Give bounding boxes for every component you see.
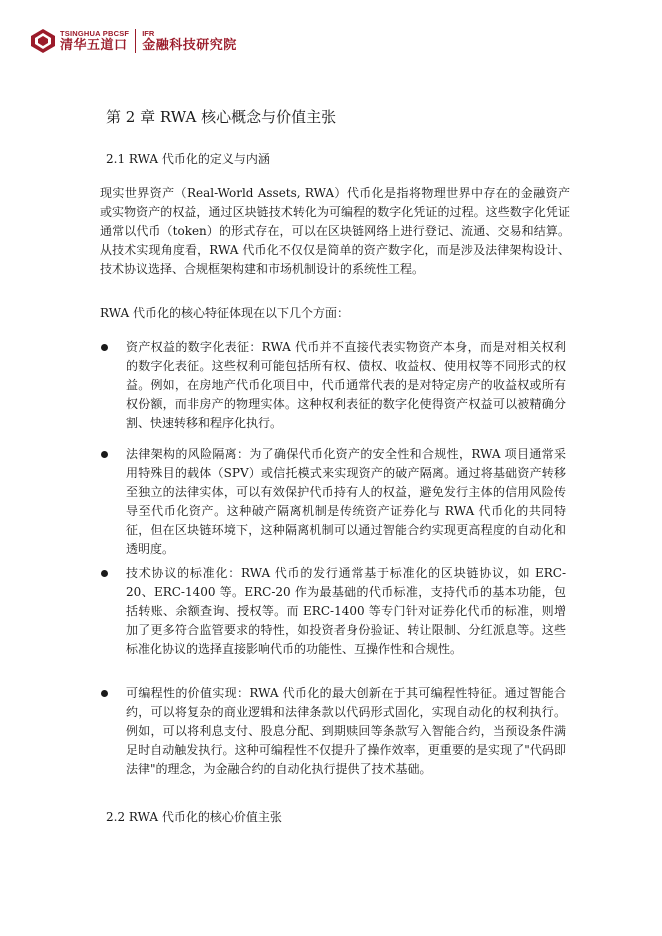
page-header <box>30 26 237 56</box>
logo-cn: 清华五道口 <box>60 37 128 53</box>
ifr-text-block <box>142 30 237 53</box>
bullet-dot <box>101 690 108 697</box>
list-item <box>100 338 570 433</box>
section-title-2-1: 2.1 RWA 代币化的定义与内涵 <box>106 152 270 166</box>
bullet-dot <box>101 570 108 577</box>
tsinghua-logo-icon <box>30 28 56 54</box>
list-item-text: 资产权益的数字化表征：RWA 代币并不直接代表实物资产本身，而是对相关权利的数字化表征。这些权利可能包括所有权、债权、收益权、使用权等不同形式的权益。例如，在房地产代币化项目中，代币通常代表的是对特定房产的收益权或所有权份额，而非房产的物理实体。这种权利表征的数字化使得资产权益可以被精确分割、快速转移和程序化执行。 <box>126 340 566 430</box>
chapter-title: 第 2 章 RWA 核心概念与价值主张 <box>106 108 337 126</box>
logo-en: TSINGHUA PBCSF <box>60 28 130 38</box>
bullet-dot <box>101 451 108 458</box>
list-item-text: 可编程性的价值实现：RWA 代币化的最大创新在于其可编程性特征。通过智能合约，可以将复杂的商业逻辑和法律条款以代码形式固化，实现自动化的权利执行。例如，可以将利息支付、股息分配、到期赎回等条款写入智能合约，当预设条件满足时自动触发执行。这种可编程性不仅提升了操作效率，更重要的是实现了"代码即法律"的理念，为金融合约的自动化执行提供了技术基础。 <box>126 686 566 776</box>
list-item-text: 技术协议的标准化：RWA 代币的发行通常基于标准化的区块链协议，如 ERC-20、ERC-1400 等。ERC-20 作为最基础的代币标准，支持代币的基本功能，包括转账、余额查询、授权等。而 ERC-1400 等专门针对证券化代币的标准，则增加了更多符合监管要求的特性，如投资者身份验证、转让限制、分红派息等。这些标准化协议的选择直接影响代币的功能性、互操作性和合规性。 <box>126 566 566 656</box>
list-item <box>100 564 570 659</box>
list-item-text: 法律架构的风险隔离：为了确保代币化资产的安全性和合规性，RWA 项目通常采用特殊目的载体（SPV）或信托模式来实现资产的破产隔离。通过将基础资产转移至独立的法律实体，可以有效保护代币持有人的权益，避免发行主体的信用风险传导至代币化资产。这种破产隔离机制是传统资产证券化与 RWA 代币化的共同特征，但在区块链环境下，这种隔离机制可以通过智能合约实现更高程度的自动化和透明度。 <box>126 447 566 556</box>
lead-paragraph: RWA 代币化的核心特征体现在以下几个方面： <box>100 306 349 320</box>
logo-divider <box>135 29 136 53</box>
ifr-en: IFR <box>142 28 155 38</box>
list-item <box>100 684 570 779</box>
list-item <box>100 445 570 559</box>
section-title-2-2: 2.2 RWA 代币化的核心价值主张 <box>106 810 282 824</box>
intro-paragraph: 现实世界资产（Real-World Assets, RWA）代币化是指将物理世界中存在的金融资产或实物资产的权益，通过区块链技术转化为可编程的数字化凭证的过程。这些数字化凭证通常以代币（token）的形式存在，可以在区块链网络上进行登记、流通、交易和结算。从技术实现角度看，RWA 代币化不仅仅是简单的资产数字化，而是涉及法律架构设计、技术协议选择、合规框架构建和市场机制设计的系统性工程。 <box>100 186 570 276</box>
ifr-cn: 金融科技研究院 <box>142 37 237 53</box>
logo-text-block <box>60 30 129 53</box>
bullet-dot <box>101 344 108 351</box>
